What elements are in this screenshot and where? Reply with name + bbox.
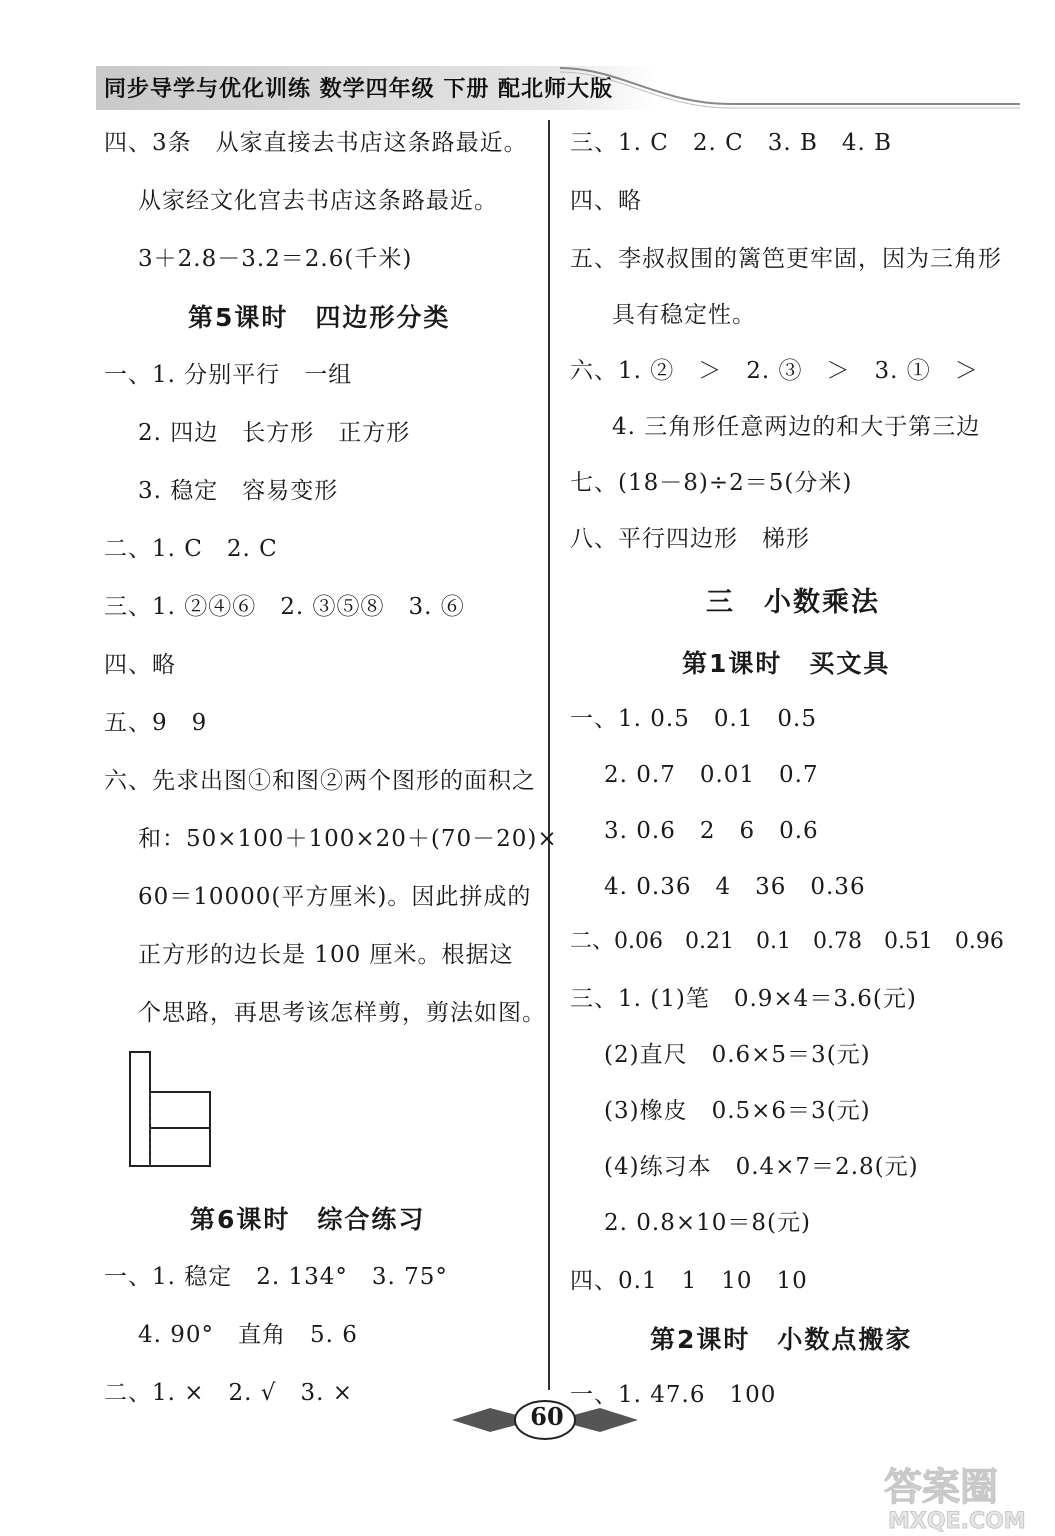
answer-line: 个思路，再思考该怎样剪，剪法如图。	[138, 1000, 546, 1026]
answer-line: 2. 0.7 0.01 0.7	[604, 762, 819, 788]
answer-line: 二、1. × 2. √ 3. ×	[104, 1380, 353, 1406]
lesson-heading: 第6课时 综合练习	[190, 1205, 426, 1234]
answer-line: 3. 稳定 容易变形	[138, 478, 339, 504]
answer-line: 具有稳定性。	[612, 302, 756, 328]
answer-line: 3. 0.6 2 6 0.6	[604, 818, 819, 844]
answer-line: 五、李叔叔围的篱笆更牢固，因为三角形	[570, 246, 1002, 272]
column-divider	[548, 120, 550, 1390]
cutting-diagram	[128, 1050, 218, 1170]
answer-line: 四、略	[570, 188, 642, 214]
answer-line: (3)橡皮 0.5×6＝3(元)	[604, 1098, 871, 1124]
lesson-heading: 第5课时 四边形分类	[188, 303, 451, 332]
lesson-heading: 第1课时 买文具	[682, 649, 891, 678]
answer-line: 2. 四边 长方形 正方形	[138, 420, 411, 446]
answer-line: 三、1. C 2. C 3. B 4. B	[570, 130, 893, 156]
answer-line: 四、略	[104, 652, 176, 678]
answer-line: 六、1. ② ＞ 2. ③ ＞ 3. ① ＞	[570, 358, 979, 384]
answer-line: 四、0.1 1 10 10	[570, 1268, 808, 1294]
answer-line: 4. 0.36 4 36 0.36	[604, 874, 866, 900]
answer-line: 七、(18－8)÷2＝5(分米)	[570, 470, 853, 496]
answer-line: 3＋2.8－3.2＝2.6(千米)	[138, 246, 413, 272]
answer-line: (2)直尺 0.6×5＝3(元)	[604, 1042, 871, 1068]
answer-line: 二、1. C 2. C	[104, 536, 278, 562]
answer-line: 五、9 9	[104, 710, 208, 736]
answer-line: 4. 90° 直角 5. 6	[138, 1322, 358, 1348]
answer-line: 2. 0.8×10＝8(元)	[604, 1210, 811, 1236]
answer-line: 六、先求出图①和图②两个图形的面积之	[104, 768, 536, 794]
answer-line: 和：50×100＋100×20＋(70－20)×	[138, 826, 558, 852]
lesson-heading: 第2课时 小数点搬家	[650, 1325, 913, 1354]
answer-line: 正方形的边长是 100 厘米。根据这	[138, 942, 514, 968]
answer-line: 一、1. 47.6 100	[570, 1382, 777, 1408]
book-title: 同步导学与优化训练 数学四年级 下册 配北师大版	[104, 77, 613, 102]
answer-line: 60＝10000(平方厘米)。因此拼成的	[138, 884, 532, 910]
watermark-domain-text: MXQE.COM	[888, 1509, 1026, 1534]
watermark-logo-text: 答案圈	[884, 1465, 999, 1509]
answer-line: 三、1. ②④⑥ 2. ③⑤⑧ 3. ⑥	[104, 594, 465, 620]
answer-line: 二、0.06 0.21 0.1 0.78 0.51 0.96	[570, 929, 1004, 954]
answer-line: 八、平行四边形 梯形	[570, 526, 810, 552]
answer-line: 四、3条 从家直接去书店这条路最近。	[104, 130, 528, 156]
page-number: 60	[530, 1402, 564, 1431]
watermark-logo	[880, 1458, 1050, 1534]
answer-line: 一、1. 分别平行 一组	[104, 362, 353, 388]
header-curve-decoration	[560, 64, 1030, 114]
answer-line: 三、1. (1)笔 0.9×4＝3.6(元)	[570, 986, 917, 1012]
answer-line: 从家经文化宫去书店这条路最近。	[138, 188, 498, 214]
unit-heading: 三 小数乘法	[706, 587, 880, 618]
answer-line: (4)练习本 0.4×7＝2.8(元)	[604, 1154, 919, 1180]
answer-line: 一、1. 0.5 0.1 0.5	[570, 706, 817, 732]
answer-line: 4. 三角形任意两边的和大于第三边	[612, 414, 981, 440]
answer-line: 一、1. 稳定 2. 134° 3. 75°	[104, 1264, 448, 1290]
